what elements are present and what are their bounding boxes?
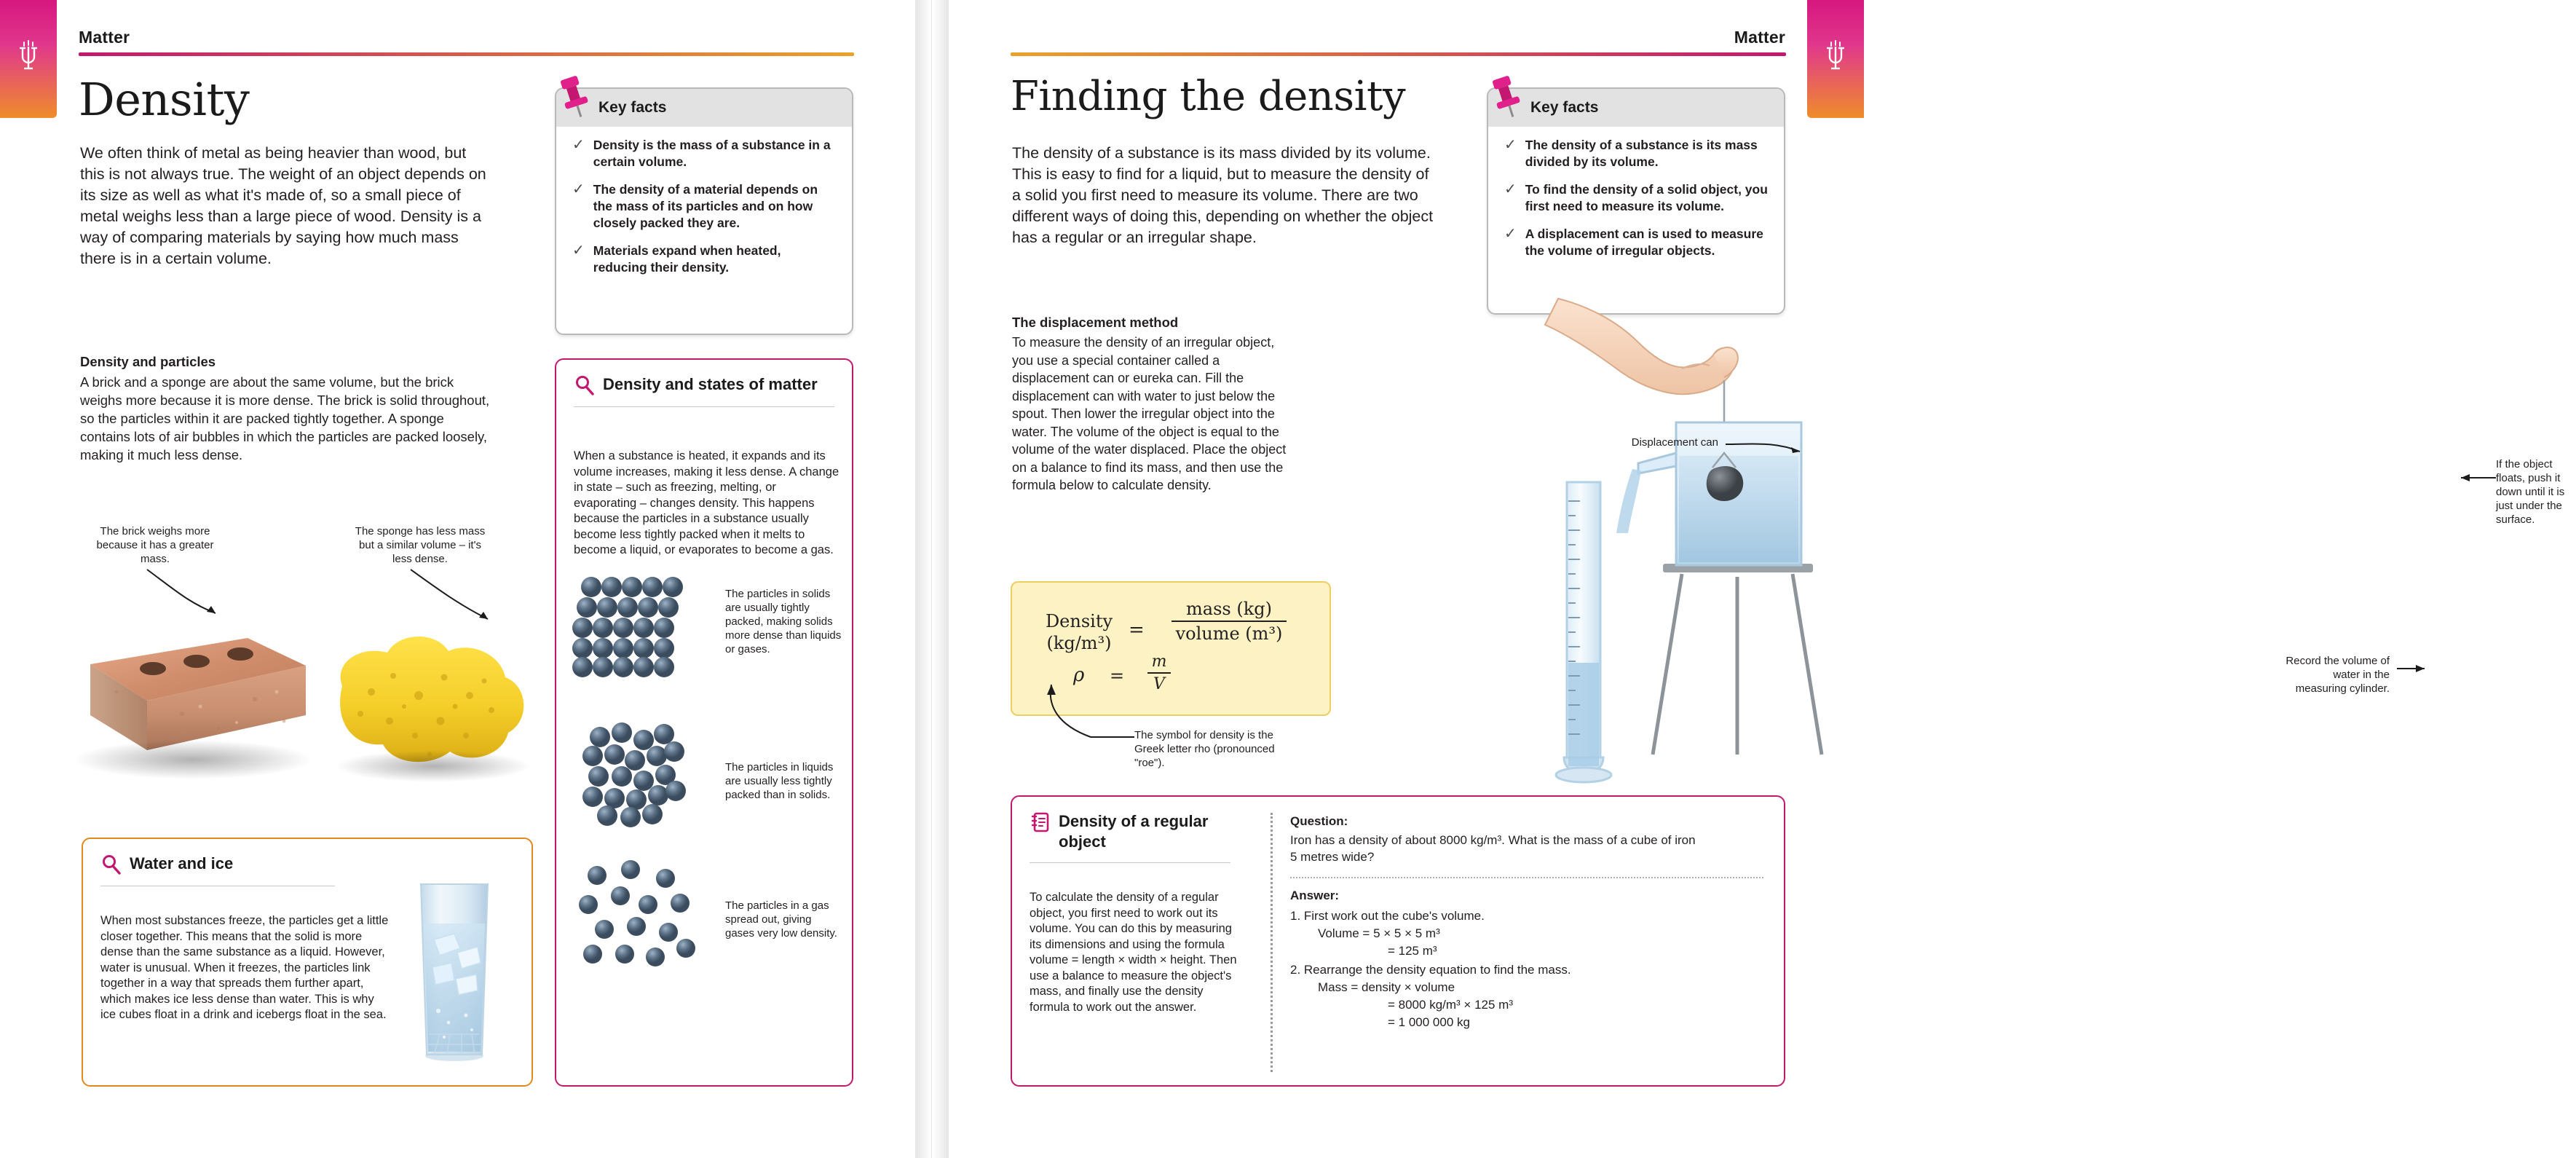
answer-step-2c: = 1 000 000 kg xyxy=(1388,1015,1470,1029)
running-head-right: Matter xyxy=(1734,28,1785,47)
matter-icon xyxy=(9,38,47,76)
section-heading-density-particles: Density and particles xyxy=(80,354,216,369)
check-icon: ✓ xyxy=(572,243,585,259)
brick-image xyxy=(66,612,313,787)
label-cylinder-note: Record the volume of water in the measuring cylinder. xyxy=(2285,655,2390,695)
check-icon: ✓ xyxy=(1504,226,1517,242)
key-fact-text: The density of a material depends on the mass of its particles and on how closely packed they are. xyxy=(593,182,818,230)
check-icon: ✓ xyxy=(1504,137,1517,153)
formula-fraction xyxy=(1156,599,1302,644)
gas-caption: The particles in a gas spread out, giving gases very low density. xyxy=(725,899,837,940)
key-facts-list-left xyxy=(556,127,852,293)
regular-object-box xyxy=(1011,795,1785,1087)
divider xyxy=(1030,862,1230,863)
leader-displacement-can xyxy=(1724,440,1812,469)
question-label: Question: xyxy=(1290,814,1348,828)
key-fact-text: Density is the mass of a substance in a certain volume. xyxy=(593,138,831,169)
magnifier-icon xyxy=(574,374,596,396)
formula-equals: = xyxy=(1129,619,1145,641)
displacement-diagram xyxy=(1274,320,1849,801)
key-fact-text: A displacement can is used to measure the volume of irregular objects. xyxy=(1525,227,1763,258)
formula-left-label: Density (kg/m³) xyxy=(1045,611,1113,653)
answer-step-2: 2. Rearrange the density equation to find the mass. xyxy=(1290,963,1571,977)
liquid-caption: The particles in liquids are usually less tightly packed than in solids. xyxy=(725,761,834,801)
key-facts-header-left xyxy=(556,89,852,127)
water-box-body: When most substances freeze, the particles get a little closer together. This means that the solid is more dense than the same substance as a liquid. However, water is unusual. When it freezes, the particles link together in a way that spreads them further apart, which makes ice less dense than water. This is why ice cubes float in a drink and icebergs float in the sea. xyxy=(100,914,389,1021)
matter-icon xyxy=(1817,38,1854,76)
key-fact-item xyxy=(572,137,836,170)
gas-particles-illustration xyxy=(578,862,709,975)
key-fact-text: Materials expand when heated, reducing their density. xyxy=(593,243,781,275)
key-facts-box-right xyxy=(1487,87,1785,315)
label-float-note: If the object floats, push it down until it is just under the surface. xyxy=(2496,458,2565,526)
page-tab-right xyxy=(1807,0,1864,118)
page-title-left: Density xyxy=(79,73,250,126)
label-rho-note: The symbol for density is the Greek letter rho (pronounced "roe"). xyxy=(1134,729,1275,769)
solid-caption: The particles in solids are usually tightly packed, making solids more dense than liquids or gases. xyxy=(725,588,842,655)
states-of-matter-box xyxy=(555,358,853,1087)
regular-box-title: Density of a regular object xyxy=(1059,812,1209,851)
answer-step-2b: = 8000 kg/m³ × 125 m³ xyxy=(1388,998,1513,1012)
water-and-ice-box xyxy=(82,838,533,1087)
key-facts-list-right xyxy=(1488,127,1784,276)
pin-icon-right xyxy=(1485,73,1526,121)
pin-icon-left xyxy=(553,73,594,121)
intro-paragraph-left: We often think of metal as being heavier than wood, but this is not always true. The weight of an object depends on its size as well as what it's made of, so a small piece of metal weighs less than a large piece of wood. Density is a way of comparing materials by saying how much mass there is in a certain volume. xyxy=(80,144,486,267)
formula-numerator: mass (kg) xyxy=(1186,599,1272,619)
formula-denominator: volume (m³) xyxy=(1172,621,1287,644)
formula-symbol-rho: ρ xyxy=(1073,664,1085,686)
right-page xyxy=(932,0,2565,1158)
key-fact-item xyxy=(572,181,836,232)
check-icon: ✓ xyxy=(572,181,585,197)
header-rule-left xyxy=(79,52,854,56)
divider xyxy=(574,406,834,407)
horizontal-divider xyxy=(1290,877,1763,878)
formula-symbol-equals: = xyxy=(1110,666,1125,686)
vertical-divider xyxy=(1271,813,1273,1072)
key-facts-title-right: Key facts xyxy=(1530,99,1599,116)
label-sponge: The sponge has less mass but a similar volume – it's less dense. xyxy=(355,525,486,565)
section-body-displacement: To measure the density of an irregular object, you use a special container called a displacement can or eureka can. Fill the displacement can with water to just below the spout. Then lower the irregular object into the water. The volume of the object is equal to the volume of the water displaced. Place the object on a balance to find its mass, and then use the formula below to calculate density. xyxy=(1012,335,1287,492)
question-text: Iron has a density of about 8000 kg/m³. What is the mass of a cube of iron 5 metres wide? xyxy=(1290,833,1696,864)
water-box-header xyxy=(83,839,532,875)
key-fact-item xyxy=(1504,226,1768,259)
answer-label: Answer: xyxy=(1290,889,1340,902)
key-facts-title-left: Key facts xyxy=(598,99,667,116)
leader-cylinder-note xyxy=(2395,664,2430,679)
formula-symbol-numerator: m xyxy=(1151,653,1167,671)
answer-step-1: 1. First work out the cube's volume. xyxy=(1290,909,1485,923)
key-facts-box-left xyxy=(555,87,853,335)
section-body-density-particles: A brick and a sponge are about the same volume, but the brick weighs more because it is more dense. The brick is solid throughout, so the particles within it are packed tightly together. A sponge contains lots of air bubbles in which the particles are packed loosely, making it much less dense. xyxy=(80,374,490,462)
key-fact-item xyxy=(1504,137,1768,170)
formula-symbol-denominator: V xyxy=(1147,672,1172,693)
solid-particles-illustration xyxy=(577,572,715,693)
states-box-body: When a substance is heated, it expands and its volume increases, making it less dense. A change in state – such as freezing, melting, or evaporating – changes density. This happens because the particles in a substance usually become less tightly packed when it melts to become a liquid, or evaporates to become a gas. xyxy=(574,449,839,556)
intro-paragraph-right: The density of a substance is its mass divided by its volume. This is easy to find for a liquid, but to measure the density of a solid you first need to measure its volume. There are two different ways of doing this, depending on whether the object has a regular or an irregular shape. xyxy=(1012,144,1434,246)
key-fact-text: To find the density of a solid object, you first need to measure its volume. xyxy=(1525,182,1768,213)
answer-step-1a: Volume = 5 × 5 × 5 m³ xyxy=(1318,926,1440,940)
regular-box-body: To calculate the density of a regular object, you first need to work out its volume. You can do this by measuring its dimensions and using the formula volume = length × width × height. Then use a balance to measure the object's mass, and finally use the density formula to work out the answer. xyxy=(1030,891,1237,1014)
states-box-title: Density and states of matter xyxy=(603,375,818,393)
leader-float-note xyxy=(2455,473,2499,488)
answer-step-1b: = 125 m³ xyxy=(1388,944,1437,958)
sponge-image xyxy=(320,619,539,794)
running-head-left: Matter xyxy=(79,28,130,47)
notebook-icon xyxy=(1030,811,1051,833)
label-brick: The brick weighs more because it has a greater mass. xyxy=(96,525,214,565)
check-icon: ✓ xyxy=(1504,181,1517,197)
tripod-stand xyxy=(1653,574,1822,755)
header-rule-right xyxy=(1011,52,1786,56)
left-page xyxy=(0,0,932,1158)
magnifier-icon xyxy=(100,854,122,875)
key-fact-text: The density of a substance is its mass divided by its volume. xyxy=(1525,138,1758,169)
water-box-title: Water and ice xyxy=(130,854,234,873)
glass-of-iced-water-image xyxy=(396,873,513,1080)
states-box-header xyxy=(556,360,852,396)
answer-step-2a: Mass = density × volume xyxy=(1318,980,1455,994)
label-displacement-can: Displacement can xyxy=(1631,436,1718,449)
key-fact-item xyxy=(572,243,836,276)
page-title-right: Finding the density xyxy=(1011,73,1406,120)
leader-rho-note xyxy=(1043,685,1145,750)
key-facts-header-right xyxy=(1488,89,1784,127)
liquid-particles-illustration xyxy=(580,724,711,837)
page-tab-left xyxy=(0,0,57,118)
section-heading-displacement: The displacement method xyxy=(1012,315,1179,330)
measuring-cylinder xyxy=(1556,482,1611,782)
key-fact-item xyxy=(1504,181,1768,215)
check-icon: ✓ xyxy=(572,137,585,153)
